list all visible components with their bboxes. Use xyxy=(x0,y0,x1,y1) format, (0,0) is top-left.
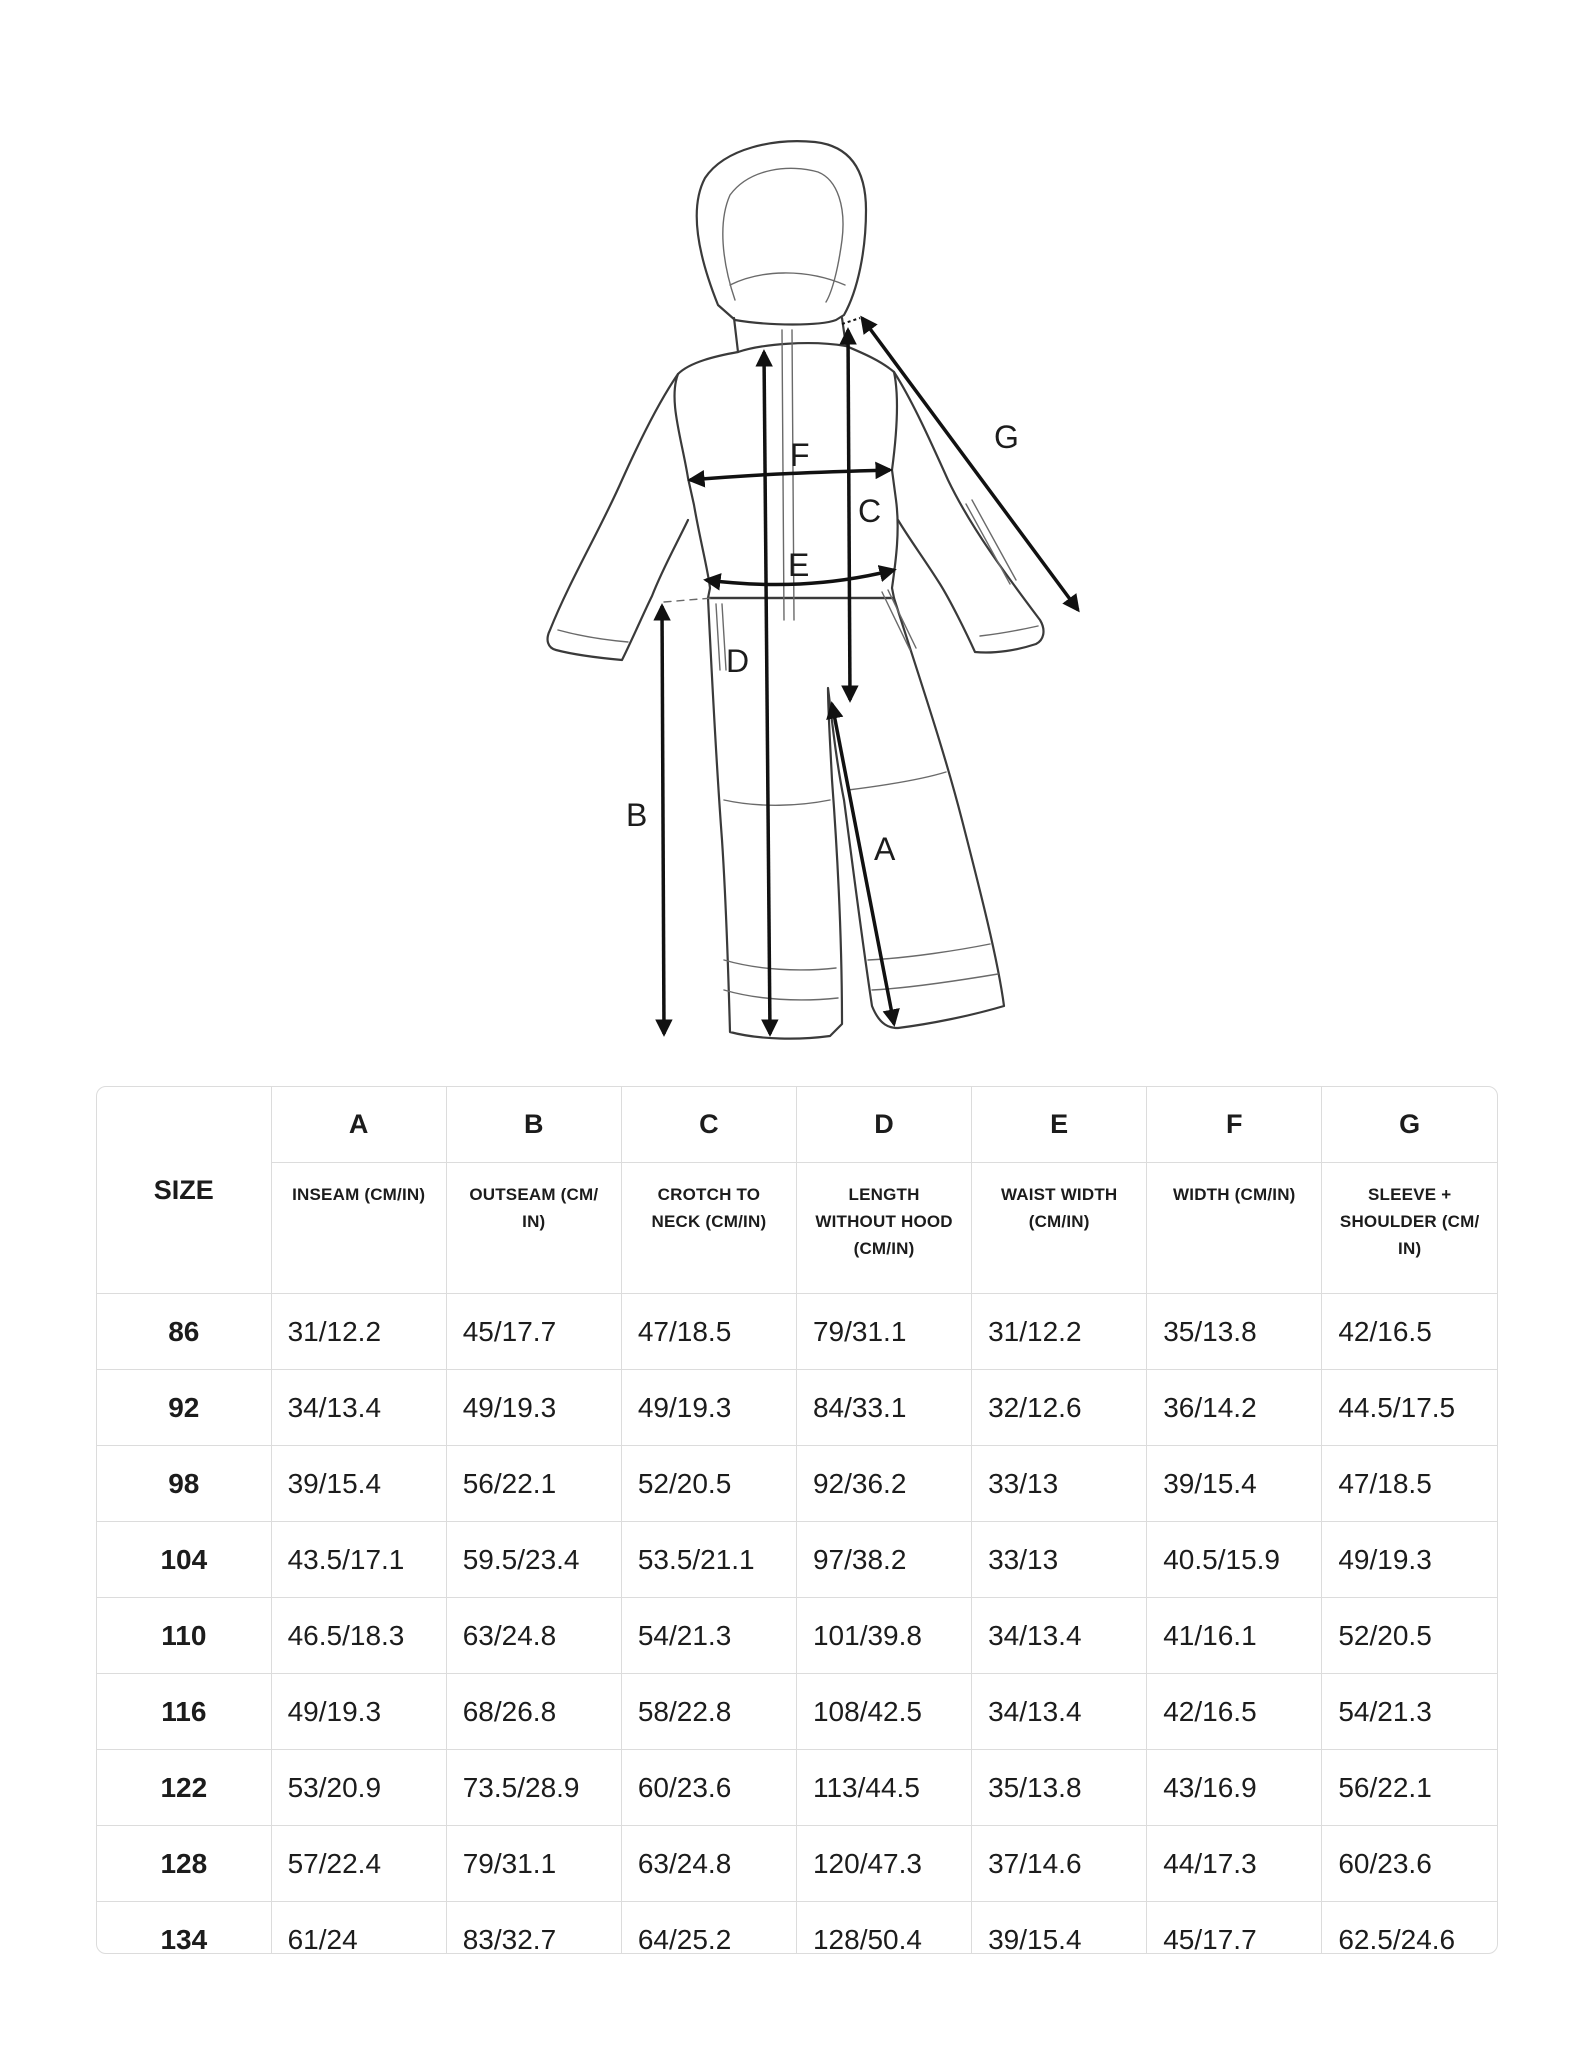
measurement-cell: 49/19.3 xyxy=(621,1370,796,1446)
measurement-cell: 68/26.8 xyxy=(446,1674,621,1750)
measurement-cell: 49/19.3 xyxy=(271,1674,446,1750)
measurement-cell: 44.5/17.5 xyxy=(1322,1370,1497,1446)
measurement-cell: 31/12.2 xyxy=(271,1294,446,1370)
table-row xyxy=(97,1294,1497,1370)
table-row xyxy=(97,1674,1497,1750)
measurement-cell: 40.5/15.9 xyxy=(1147,1522,1322,1598)
column-letter-row xyxy=(97,1087,1497,1163)
size-cell: 122 xyxy=(97,1750,271,1826)
table-row xyxy=(97,1370,1497,1446)
measurement-cell: 32/12.6 xyxy=(972,1370,1147,1446)
measurement-cell: 113/44.5 xyxy=(796,1750,971,1826)
measurement-cell: 35/13.8 xyxy=(972,1750,1147,1826)
label-e: E xyxy=(788,547,810,583)
measurement-cell: 45/17.7 xyxy=(1147,1902,1322,1955)
measurement-cell: 39/15.4 xyxy=(271,1446,446,1522)
right-leg-seam-2 xyxy=(872,974,998,990)
right-sleeve xyxy=(894,372,1043,653)
table-row xyxy=(97,1826,1497,1902)
measurement-cell: 47/18.5 xyxy=(1322,1446,1497,1522)
knee-seam xyxy=(724,772,946,805)
size-cell: 110 xyxy=(97,1598,271,1674)
measurement-cell: 60/23.6 xyxy=(621,1750,796,1826)
measurement-cell: 108/42.5 xyxy=(796,1674,971,1750)
measurement-cell: 58/22.8 xyxy=(621,1674,796,1750)
label-c: C xyxy=(858,493,882,529)
size-chart-table xyxy=(97,1087,1497,1954)
right-leg-seam xyxy=(868,944,990,960)
column-label-e: WAIST WIDTH (CM/IN) xyxy=(972,1163,1147,1294)
measurement-cell: 45/17.7 xyxy=(446,1294,621,1370)
measurement-cell: 63/24.8 xyxy=(446,1598,621,1674)
label-a: A xyxy=(874,831,896,867)
column-letter-f: F xyxy=(1147,1087,1322,1163)
measurement-cell: 101/39.8 xyxy=(796,1598,971,1674)
table-row xyxy=(97,1598,1497,1674)
table-row xyxy=(97,1446,1497,1522)
legs-outline xyxy=(708,598,1004,1039)
column-letter-b: B xyxy=(446,1087,621,1163)
measurement-cell: 34/13.4 xyxy=(972,1674,1147,1750)
column-label-g: SLEEVE + SHOULDER (CM/ IN) xyxy=(1322,1163,1497,1294)
measurement-cell: 79/31.1 xyxy=(446,1826,621,1902)
size-chart-table-container xyxy=(96,1086,1498,1954)
measurement-cell: 73.5/28.9 xyxy=(446,1750,621,1826)
size-cell: 134 xyxy=(97,1902,271,1955)
measurement-cell: 37/14.6 xyxy=(972,1826,1147,1902)
measurement-cell: 35/13.8 xyxy=(1147,1294,1322,1370)
size-chart-body xyxy=(97,1087,1497,1954)
measurement-cell: 54/21.3 xyxy=(1322,1674,1497,1750)
left-cuff xyxy=(558,630,628,642)
measurement-cell: 128/50.4 xyxy=(796,1902,971,1955)
measurement-cell: 46.5/18.3 xyxy=(271,1598,446,1674)
column-label-row xyxy=(97,1163,1497,1294)
right-cuff xyxy=(980,626,1038,636)
label-b: B xyxy=(626,797,648,833)
column-letter-a: A xyxy=(271,1087,446,1163)
measurement-cell: 63/24.8 xyxy=(621,1826,796,1902)
arrow-b-outseam xyxy=(662,606,664,1034)
size-cell: 98 xyxy=(97,1446,271,1522)
measurement-cell: 34/13.4 xyxy=(972,1598,1147,1674)
left-leg-seam-2 xyxy=(724,990,838,1000)
table-row xyxy=(97,1750,1497,1826)
measurement-cell: 84/33.1 xyxy=(796,1370,971,1446)
arrow-d-length xyxy=(764,352,770,1034)
measurement-cell: 39/15.4 xyxy=(1147,1446,1322,1522)
size-column-header: SIZE xyxy=(97,1087,271,1294)
measurement-cell: 52/20.5 xyxy=(621,1446,796,1522)
column-letter-d: D xyxy=(796,1087,971,1163)
measurement-cell: 60/23.6 xyxy=(1322,1826,1497,1902)
column-label-b: OUTSEAM (CM/ IN) xyxy=(446,1163,621,1294)
column-letter-c: C xyxy=(621,1087,796,1163)
measurement-cell: 33/13 xyxy=(972,1446,1147,1522)
measurement-cell: 31/12.2 xyxy=(972,1294,1147,1370)
column-letter-e: E xyxy=(972,1087,1147,1163)
measurement-cell: 54/21.3 xyxy=(621,1598,796,1674)
measurement-cell: 59.5/23.4 xyxy=(446,1522,621,1598)
measurement-cell: 61/24 xyxy=(271,1902,446,1955)
label-f: F xyxy=(790,437,810,473)
measurement-cell: 92/36.2 xyxy=(796,1446,971,1522)
measurement-cell: 53/20.9 xyxy=(271,1750,446,1826)
left-leg-seam xyxy=(724,960,836,970)
measurement-cell: 49/19.3 xyxy=(446,1370,621,1446)
arrow-c-crotch-to-neck xyxy=(848,330,850,700)
measurement-cell: 83/32.7 xyxy=(446,1902,621,1955)
measurement-cell: 120/47.3 xyxy=(796,1826,971,1902)
measurement-cell: 56/22.1 xyxy=(1322,1750,1497,1826)
size-cell: 92 xyxy=(97,1370,271,1446)
column-label-d: LENGTH WITHOUT HOOD (CM/IN) xyxy=(796,1163,971,1294)
measurement-cell: 49/19.3 xyxy=(1322,1522,1497,1598)
size-cell: 104 xyxy=(97,1522,271,1598)
table-row xyxy=(97,1902,1497,1955)
measurement-cell: 79/31.1 xyxy=(796,1294,971,1370)
measurement-cell: 36/14.2 xyxy=(1147,1370,1322,1446)
measurement-cell: 64/25.2 xyxy=(621,1902,796,1955)
measurement-cell: 41/16.1 xyxy=(1147,1598,1322,1674)
measurement-cell: 53.5/21.1 xyxy=(621,1522,796,1598)
arrow-g-guide xyxy=(842,318,860,324)
size-cell: 116 xyxy=(97,1674,271,1750)
measurement-cell: 33/13 xyxy=(972,1522,1147,1598)
measurement-cell: 34/13.4 xyxy=(271,1370,446,1446)
measurement-cell: 43/16.9 xyxy=(1147,1750,1322,1826)
left-sleeve xyxy=(548,374,688,660)
measurement-cell: 56/22.1 xyxy=(446,1446,621,1522)
column-label-f: WIDTH (CM/IN) xyxy=(1147,1163,1322,1294)
measurement-cell: 97/38.2 xyxy=(796,1522,971,1598)
label-d: D xyxy=(726,643,750,679)
measurement-cell: 52/20.5 xyxy=(1322,1598,1497,1674)
size-cell: 86 xyxy=(97,1294,271,1370)
column-label-a: INSEAM (CM/IN) xyxy=(271,1163,446,1294)
measurement-cell: 44/17.3 xyxy=(1147,1826,1322,1902)
hood-inner xyxy=(723,168,843,302)
size-cell: 128 xyxy=(97,1826,271,1902)
measurement-cell: 39/15.4 xyxy=(972,1902,1147,1955)
column-label-c: CROTCH TO NECK (CM/IN) xyxy=(621,1163,796,1294)
measurement-cell: 43.5/17.1 xyxy=(271,1522,446,1598)
measurement-cell: 42/16.5 xyxy=(1147,1674,1322,1750)
chest-pocket xyxy=(966,500,1016,584)
hood-brim xyxy=(730,273,845,285)
column-letter-g: G xyxy=(1322,1087,1497,1163)
measurement-cell: 57/22.4 xyxy=(271,1826,446,1902)
table-row xyxy=(97,1522,1497,1598)
snowsuit-drawing xyxy=(548,141,1044,1038)
measurement-cell: 47/18.5 xyxy=(621,1294,796,1370)
label-g: G xyxy=(994,419,1019,455)
measurement-cell: 42/16.5 xyxy=(1322,1294,1497,1370)
measurement-cell: 62.5/24.6 xyxy=(1338,1923,1456,1954)
arrow-b-guide xyxy=(664,598,712,602)
left-hip-pocket xyxy=(716,604,726,670)
